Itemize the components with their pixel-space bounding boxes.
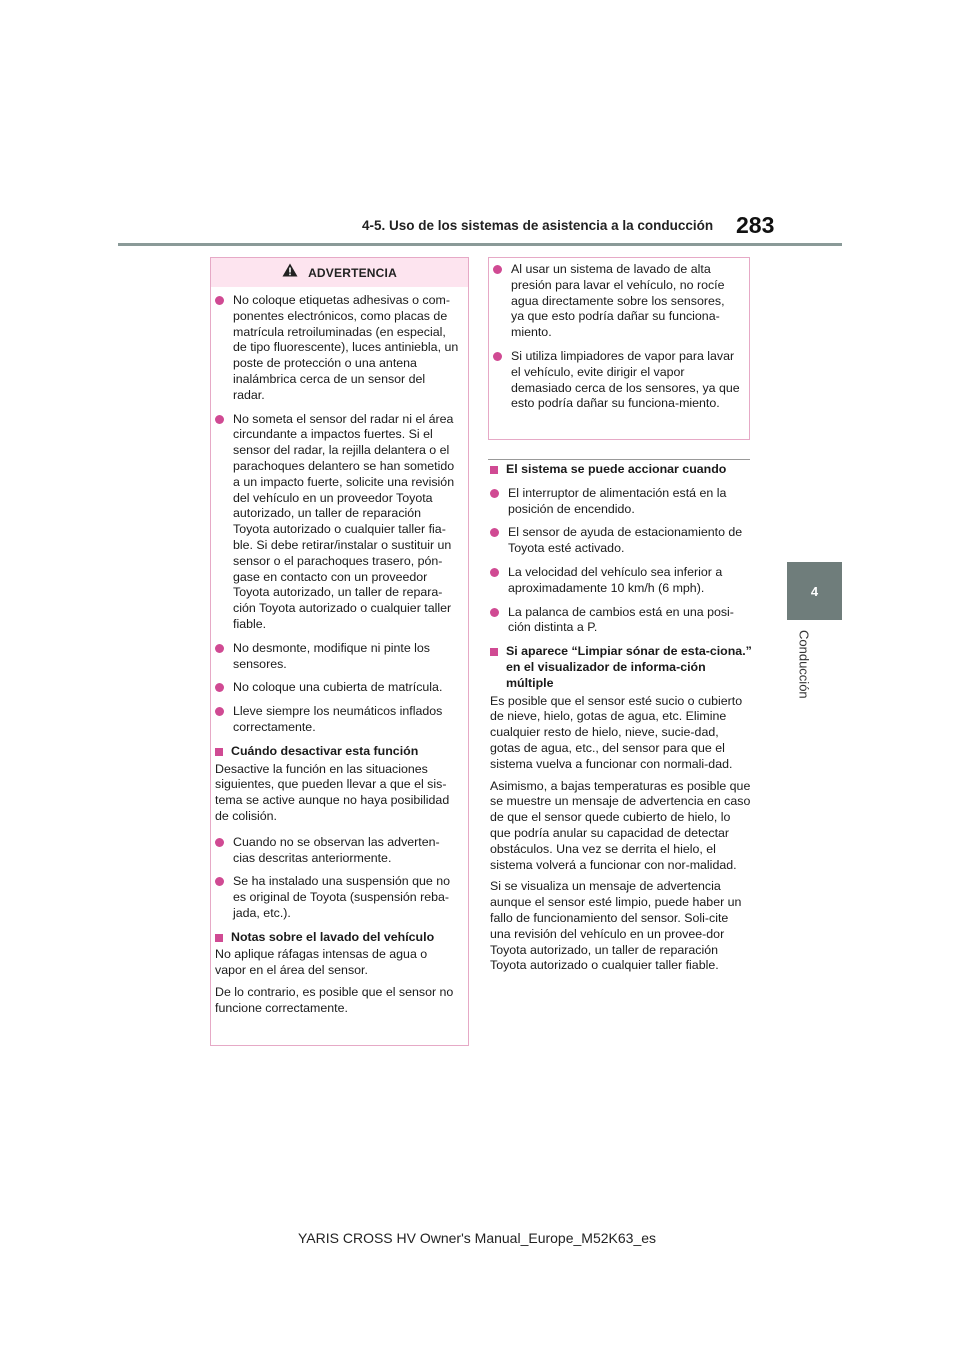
list-item: Si utiliza limpiadores de vapor para lavar el vehículo, evite dirigir el vapor demasiado cerca de los sensores, ya que esto podría dañar su funciona-miento. bbox=[493, 349, 741, 412]
washing-paragraph: No aplique ráfagas intensas de agua o vapor en el área del sensor. bbox=[215, 947, 428, 978]
clean-message-paragraph: Es posible que el sensor esté sucio o cubierto de nieve, hielo, gotas de agua, etc. Elimine cualquier resto de hielo, nieve, sucie-dad, gotas de agua, etc., del sensor para que el sistema vuelva a funcionar con normali-dad. bbox=[490, 693, 743, 771]
bullet-dot-icon bbox=[490, 568, 504, 578]
header-divider bbox=[118, 243, 842, 246]
list-item: No coloque etiquetas adhesivas o com-ponentes electrónicos, como placas de matrícula retroiluminadas (en especial, de tipo fluorescente), luces antiniebla, un poste de protección o una antena inalámbrica cerca de un sensor del radar. bbox=[215, 293, 460, 404]
clean-message-paragraph: Asimismo, a bajas temperaturas es posible que se muestre un mensaje de advertencia en caso de que el sensor quede cubierto de hielo, lo que podría anular su capacidad de detectar obstáculos. Una vez se derrita el hielo, el sistema volverá a funcionar con nor-malidad. bbox=[490, 778, 751, 872]
bullet-dot-icon bbox=[215, 296, 229, 306]
bullet-dot-icon bbox=[215, 707, 229, 717]
clean-message-heading: Si aparece “Limpiar sónar de esta-ciona.” en el visualizador de informa-ción múltiple bbox=[490, 644, 752, 691]
list-item: No someta el sensor del radar ni el área circundante a impactos fuertes. Si el sensor del radar, la rejilla delantera o el parachoques delantero se han sometido a un impacto fuerte, solicite una revisión del vehículo en un proveedor Toyota autorizado, un taller de reparación Toyota autorizado o cualquier taller fia-ble. Si debe retirar/instalar o sustituir un sensor o el parachoques trasero, pón-gase en contacto con un proveedor Toyota autorizado, un taller de repara-ción Toyota autorizado o cualquier taller fiable. bbox=[215, 412, 460, 633]
list-item: El sensor de ayuda de estacionamiento de Toyota esté activado. bbox=[490, 525, 752, 557]
list-item: La velocidad del vehículo sea inferior a aproximadamente 10 km/h (6 mph). bbox=[490, 565, 752, 597]
list-item: Se ha instalado una suspensión que no es original de Toyota (suspensión reba-jada, etc.). bbox=[215, 874, 460, 921]
bullet-dot-icon bbox=[215, 877, 229, 887]
bullet-dot-icon bbox=[490, 489, 504, 499]
chapter-side-label bbox=[794, 630, 814, 720]
warning-box bbox=[210, 257, 469, 1046]
list-item: Lleve siempre los neumáticos inflados correctamente. bbox=[215, 704, 460, 736]
warning-triangle-icon bbox=[282, 263, 298, 282]
deactivate-heading: Cuándo desactivar esta función bbox=[215, 744, 460, 760]
bullet-dot-icon bbox=[215, 838, 229, 848]
square-marker-icon bbox=[215, 748, 227, 756]
list-item: La palanca de cambios está en una posi-ción distinta a P. bbox=[490, 605, 752, 637]
section-title: 4-5. Uso de los sistemas de asistencia a la conducción bbox=[362, 218, 714, 233]
bullet-dot-icon bbox=[215, 415, 229, 425]
chapter-tab[interactable] bbox=[787, 562, 842, 620]
bullet-dot-icon bbox=[215, 644, 229, 654]
washing-heading: Notas sobre el lavado del vehículo bbox=[215, 930, 460, 946]
warning-box-continued bbox=[488, 257, 750, 440]
chapter-number: 4 bbox=[810, 583, 819, 599]
list-item: Al usar un sistema de lavado de alta presión para lavar el vehículo, no rocíe agua directamente sobre los sensores, ya que esto podría dañar su funciona-miento. bbox=[493, 262, 741, 341]
list-item: El interruptor de alimentación está en la posición de encendido. bbox=[490, 486, 752, 518]
washing-paragraph: De lo contrario, es posible que el sensor no funcione correctamente. bbox=[215, 985, 454, 1015]
manual-name: YARIS CROSS HV Owner's Manual_Europe_M52K63_es bbox=[297, 1230, 657, 1246]
bullet-dot-icon bbox=[493, 352, 507, 362]
list-item: No coloque una cubierta de matrícula. bbox=[215, 680, 460, 696]
clean-message-paragraph: Si se visualiza un mensaje de advertencia aunque el sensor esté limpio, puede haber un fallo de funcionamiento del sensor. Soli-cite una revisión del vehículo en un provee-dor Toyota autorizado, un taller de reparación Toyota autorizado o cualquier taller fiable. bbox=[490, 879, 742, 973]
bullet-dot-icon bbox=[490, 528, 504, 538]
page-number: 283 bbox=[736, 212, 775, 238]
deactivate-text: Desactive la función en las situaciones siguientes, que pueden llevar a que el sis-tema se active aunque no haya posibilidad de colisión. bbox=[215, 761, 450, 823]
section-divider bbox=[488, 459, 750, 460]
warning-header bbox=[211, 258, 468, 287]
square-marker-icon bbox=[490, 648, 502, 656]
bullet-dot-icon bbox=[490, 608, 504, 618]
bullet-dot-icon bbox=[493, 265, 507, 275]
operation-heading: El sistema se puede accionar cuando bbox=[490, 462, 752, 478]
square-marker-icon bbox=[215, 934, 227, 942]
square-marker-icon bbox=[490, 466, 502, 474]
bullet-dot-icon bbox=[215, 683, 229, 693]
right-column bbox=[490, 462, 752, 980]
list-item: Cuando no se observan las adverten-cias descritas anteriormente. bbox=[215, 835, 460, 867]
warning-title: ADVERTENCIA bbox=[308, 265, 397, 280]
chapter-label: Conducción bbox=[796, 630, 812, 699]
list-item: No desmonte, modifique ni pinte los sensores. bbox=[215, 641, 460, 673]
footer bbox=[0, 1230, 960, 1246]
